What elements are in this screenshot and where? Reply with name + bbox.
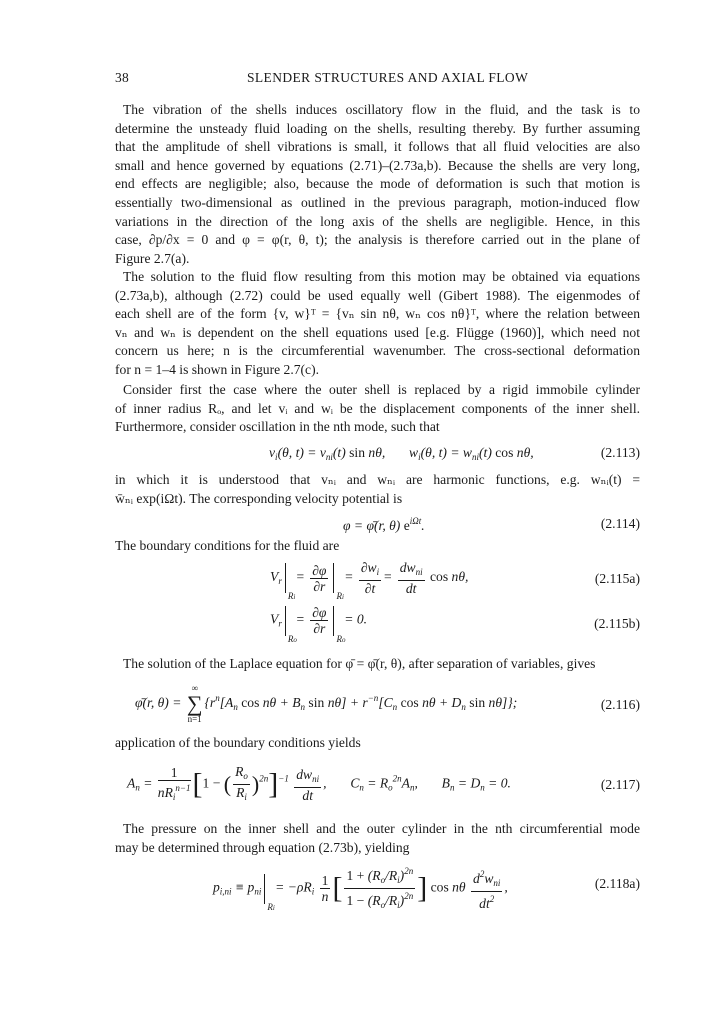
page-number: 38 [115,70,129,85]
paragraph-2 [115,268,640,380]
equation-2-115b [115,603,640,643]
paragraph-1 [115,101,640,268]
text-line: (2.73a,b), although (2.72) could be used equally well (Gibert 1988). The eigenmodes of [115,287,640,303]
text-line: w̄ₙᵢ exp(iΩt). The corresponding velocity potential is [115,490,403,506]
text-line: of inner radius Rₒ, and let vᵢ and wᵢ be the displacement components of the inner shell. [115,400,640,416]
text-line: end effects are negligible; also, because the mode of deformation is such that motion is [115,176,640,192]
equation-2-115a [115,558,640,601]
text-line: for n = 1–4 is shown in Figure 2.7(c). [115,361,319,377]
equation-label: (2.115a) [594,571,640,586]
text-line: The boundary conditions for the fluid are [115,538,340,553]
equation-label: (2.118a) [594,876,640,891]
running-header [115,70,640,90]
equation-2-118a [115,862,640,912]
equation-body: $A_n$ = $\frac{1}{nR_i^{n-1}}$ [1 − ( $\frac{R_o}{R_i}$ )$^{2n}$]$^{-1}$ $\frac{dw_{ni}}{dt}$ , $C_n = R_o^{2n}A_n$, $B_n = D_n = 0$. [127,764,511,803]
paragraph-8 [115,820,640,857]
equation-body: $v_i(\theta$, $t) = v_{ni}(t)$ sin nθ, $w_i(\theta$, $t) = w_{ni}(t)$ cos nθ, [269,445,534,462]
text-line: The vibration of the shells induces oscillatory flow in the fluid, and the task is to [123,102,640,117]
text-line: application of the boundary conditions yields [115,735,361,750]
text-line: Consider first the case where the outer shell is replaced by a rigid immobile cylinder [123,382,640,397]
equation-body: $p_{i,ni} \equiv p_{ni}$ Ri = $-\rho R_i$ $\frac{1}{n}$ [ $\frac{1 + (R_o/R_i)^{2n}}{1 - (R_o/R_i)^{2n}}$ ] cos nθ $\frac{d^2w_{ni}}{dt^2}$ , [213,866,508,912]
text-line: concern us here; n is the circumferential wavenumber. The cross-sectional deformation [115,343,640,359]
equation-body: $V_r$ Ro = $\frac{\partial\varphi}{\partial r}$ Ro = 0. [270,605,368,644]
paragraph-6 [115,655,640,674]
equation-2-116 [115,680,640,726]
equation-label: (2.116) [600,697,640,712]
equation-body: φ̄(r, θ) = ∞ ∑ n=1 {$r^n[A_n$ $\cos n\theta + B_n$ $\sin n\theta] + r^{-n}[C_n$ $\cos n\theta + D_n$ sin nθ]}; [135,683,518,724]
text-line: vₙ and wₙ is dependent on the shell equations used [e.g. Flügge (1960)], which need not [115,324,640,340]
text-line: in which it is understood that vₙᵢ and wₙᵢ are harmonic functions, e.g. wₙᵢ(t) = [115,472,640,487]
text-line: each shell are of the form {v, w}ᵀ = {vₙ sin nθ, wₙ cos nθ}ᵀ, where the relation between [115,306,640,322]
text-line: that the amplitude of shell vibrations is small, it follows that all fluid velocities are also [115,139,640,155]
equation-2-117 [115,760,640,810]
text-line: case, ∂p/∂x = 0 and φ = φ(r, θ, t); the analysis is therefore carried out in the plane of [115,232,640,248]
running-title: SLENDER STRUCTURES AND AXIAL FLOW [247,70,529,85]
equation-body: $V_r$ Ri = $\frac{\partial\varphi}{\partial r}$ Ri = $\frac{\partial w_i}{\partial t}$ = $\frac{dw_{ni}}{dt}$ cos nθ, [270,560,469,601]
text-line: small and hence governed by equations (2.71)–(2.73a,b). Because the shells are very long, [115,157,640,173]
paragraph-4 [115,471,640,508]
paragraph-3 [115,381,640,437]
equation-label: (2.114) [600,516,640,531]
text-line: determine the unsteady fluid loading on the shells, resulting thereby. By further assuming [115,120,640,136]
paragraph-7 [115,734,640,753]
equation-label: (2.117) [600,777,640,792]
text-line: Figure 2.7(a). [115,250,190,266]
text-line: Furthermore, consider oscillation in the nth mode, such that [115,419,440,435]
paragraph-5 [115,537,640,556]
text-line: The solution of the Laplace equation for φ̄ = φ̄(r, θ), after separation of variables, gives [123,656,596,671]
text-line: variations in the direction of the long axis of the shells are negligible. Hence, in this [115,213,640,229]
text-line: may be determined through equation (2.73b), yielding [115,839,410,855]
text-line: The solution to the fluid flow resulting from this motion may be obtained via equations [123,269,640,284]
text-line: The pressure on the inner shell and the outer cylinder in the nth circumferential mode [123,821,640,836]
equation-label: (2.113) [600,445,640,460]
equation-body: φ = φ̄(r, θ) $e^{i\Omega t}$. [343,516,425,533]
text-line: essentially two-dimensional as outlined in the previous paragraph, motion-induced flow [115,194,640,210]
equation-label: (2.115b) [594,616,640,631]
equation-2-113 [115,445,640,469]
